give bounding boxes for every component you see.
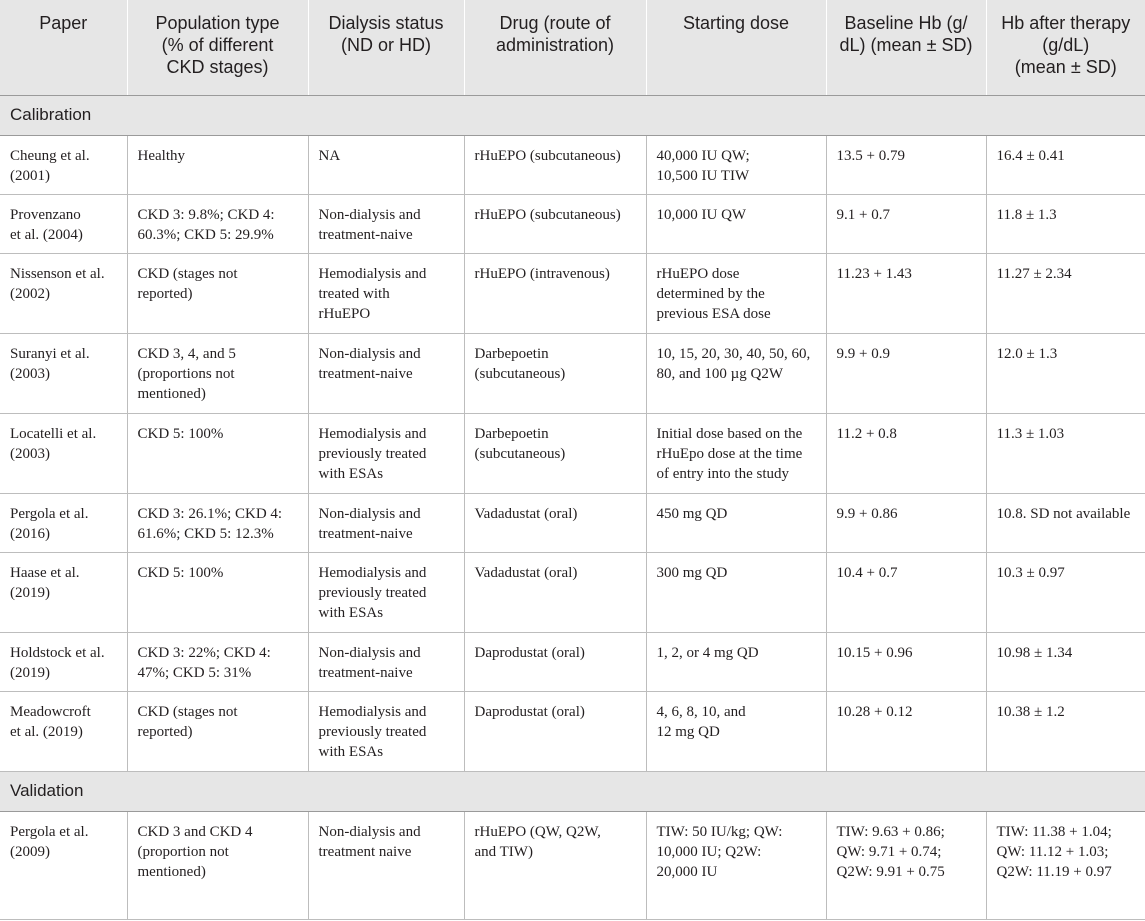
cell-population-type: CKD 3: 26.1%; CKD 4: 61.6%; CKD 5: 12.3% bbox=[127, 493, 308, 552]
header-starting-dose: Starting dose bbox=[646, 0, 826, 95]
cell-drug: rHuEPO (QW, Q2W, and TIW) bbox=[464, 811, 646, 919]
cell-starting-dose: Initial dose based on the rHuEpo dose at the time of entry into the study bbox=[646, 413, 826, 493]
cell-population-type: CKD (stages not reported) bbox=[127, 253, 308, 333]
cell-hb-after-therapy: 10.8. SD not available bbox=[986, 493, 1145, 552]
cell-population-type: CKD 5: 100% bbox=[127, 413, 308, 493]
cell-baseline-hb: 10.4 + 0.7 bbox=[826, 552, 986, 632]
table-row bbox=[0, 811, 1145, 919]
header-row bbox=[0, 0, 1145, 95]
cell-starting-dose: 10,000 IU QW bbox=[646, 194, 826, 253]
cell-dialysis-status: Hemodialysis and treated with rHuEPO bbox=[308, 253, 464, 333]
cell-hb-after-therapy: 12.0 ± 1.3 bbox=[986, 333, 1145, 413]
cell-dialysis-status: Non-dialysis and treatment-naive bbox=[308, 194, 464, 253]
cell-drug: rHuEPO (subcutaneous) bbox=[464, 135, 646, 194]
cell-paper: Provenzano et al. (2004) bbox=[0, 194, 127, 253]
cell-hb-after-therapy: TIW: 11.38 + 1.04; QW: 11.12 + 1.03; Q2W: 11.19 + 0.97 bbox=[986, 811, 1145, 919]
table-row bbox=[0, 413, 1145, 493]
header-hb-after-therapy: Hb after therapy (g/dL) (mean ± SD) bbox=[986, 0, 1145, 95]
cell-drug: Darbepoetin (subcutaneous) bbox=[464, 413, 646, 493]
table-row bbox=[0, 493, 1145, 552]
cell-hb-after-therapy: 11.3 ± 1.03 bbox=[986, 413, 1145, 493]
cell-starting-dose: 40,000 IU QW; 10,500 IU TIW bbox=[646, 135, 826, 194]
cell-dialysis-status: Non-dialysis and treatment-naive bbox=[308, 632, 464, 691]
header-population-type: Population type (% of different CKD stages) bbox=[127, 0, 308, 95]
cell-dialysis-status: Non-dialysis and treatment naive bbox=[308, 811, 464, 919]
cell-paper: Meadowcroft et al. (2019) bbox=[0, 691, 127, 771]
cell-population-type: CKD 3: 22%; CKD 4: 47%; CKD 5: 31% bbox=[127, 632, 308, 691]
cell-drug: Daprodustat (oral) bbox=[464, 691, 646, 771]
cell-dialysis-status: Hemodialysis and previously treated with ESAs bbox=[308, 552, 464, 632]
cell-baseline-hb: TIW: 9.63 + 0.86; QW: 9.71 + 0.74; Q2W: 9.91 + 0.75 bbox=[826, 811, 986, 919]
section-row-calibration bbox=[0, 95, 1145, 135]
table-row bbox=[0, 632, 1145, 691]
cell-starting-dose: rHuEPO dose determined by the previous ESA dose bbox=[646, 253, 826, 333]
cell-drug: Vadadustat (oral) bbox=[464, 552, 646, 632]
cell-baseline-hb: 13.5 + 0.79 bbox=[826, 135, 986, 194]
table-row bbox=[0, 253, 1145, 333]
cell-paper: Suranyi et al. (2003) bbox=[0, 333, 127, 413]
cell-paper: Nissenson et al. (2002) bbox=[0, 253, 127, 333]
cell-starting-dose: 4, 6, 8, 10, and 12 mg QD bbox=[646, 691, 826, 771]
cell-hb-after-therapy: 10.98 ± 1.34 bbox=[986, 632, 1145, 691]
cell-baseline-hb: 10.15 + 0.96 bbox=[826, 632, 986, 691]
cell-population-type: CKD 3 and CKD 4 (proportion not mentioned) bbox=[127, 811, 308, 919]
cell-paper: Holdstock et al. (2019) bbox=[0, 632, 127, 691]
cell-dialysis-status: Non-dialysis and treatment-naive bbox=[308, 333, 464, 413]
cell-starting-dose: TIW: 50 IU/kg; QW: 10,000 IU; Q2W: 20,000 IU bbox=[646, 811, 826, 919]
table-row bbox=[0, 135, 1145, 194]
header-drug: Drug (route of administration) bbox=[464, 0, 646, 95]
cell-baseline-hb: 11.2 + 0.8 bbox=[826, 413, 986, 493]
cell-baseline-hb: 11.23 + 1.43 bbox=[826, 253, 986, 333]
cell-population-type: CKD 3: 9.8%; CKD 4: 60.3%; CKD 5: 29.9% bbox=[127, 194, 308, 253]
cell-drug: rHuEPO (intravenous) bbox=[464, 253, 646, 333]
cell-population-type: Healthy bbox=[127, 135, 308, 194]
cell-paper: Pergola et al. (2009) bbox=[0, 811, 127, 919]
table-row bbox=[0, 333, 1145, 413]
table-header bbox=[0, 0, 1145, 95]
cell-paper: Pergola et al. (2016) bbox=[0, 493, 127, 552]
cell-starting-dose: 300 mg QD bbox=[646, 552, 826, 632]
cell-starting-dose: 10, 15, 20, 30, 40, 50, 60, 80, and 100 µg Q2W bbox=[646, 333, 826, 413]
cell-starting-dose: 1, 2, or 4 mg QD bbox=[646, 632, 826, 691]
cell-population-type: CKD 3, 4, and 5 (proportions not mentioned) bbox=[127, 333, 308, 413]
cell-starting-dose: 450 mg QD bbox=[646, 493, 826, 552]
table-row bbox=[0, 552, 1145, 632]
header-baseline-hb: Baseline Hb (g/ dL) (mean ± SD) bbox=[826, 0, 986, 95]
cell-baseline-hb: 10.28 + 0.12 bbox=[826, 691, 986, 771]
header-dialysis-status: Dialysis status (ND or HD) bbox=[308, 0, 464, 95]
cell-hb-after-therapy: 11.8 ± 1.3 bbox=[986, 194, 1145, 253]
cell-dialysis-status: Hemodialysis and previously treated with ESAs bbox=[308, 413, 464, 493]
cell-dialysis-status: Hemodialysis and previously treated with ESAs bbox=[308, 691, 464, 771]
table-row bbox=[0, 194, 1145, 253]
cell-baseline-hb: 9.1 + 0.7 bbox=[826, 194, 986, 253]
cell-hb-after-therapy: 10.38 ± 1.2 bbox=[986, 691, 1145, 771]
cell-population-type: CKD 5: 100% bbox=[127, 552, 308, 632]
table-row bbox=[0, 691, 1145, 771]
section-label: Validation bbox=[0, 771, 1145, 811]
cell-population-type: CKD (stages not reported) bbox=[127, 691, 308, 771]
section-label: Calibration bbox=[0, 95, 1145, 135]
cell-paper: Cheung et al. (2001) bbox=[0, 135, 127, 194]
section-row-validation bbox=[0, 771, 1145, 811]
cell-drug: Vadadustat (oral) bbox=[464, 493, 646, 552]
cell-baseline-hb: 9.9 + 0.9 bbox=[826, 333, 986, 413]
cell-dialysis-status: Non-dialysis and treatment-naive bbox=[308, 493, 464, 552]
table-body bbox=[0, 95, 1145, 919]
cell-drug: rHuEPO (subcutaneous) bbox=[464, 194, 646, 253]
cell-dialysis-status: NA bbox=[308, 135, 464, 194]
cell-paper: Haase et al. (2019) bbox=[0, 552, 127, 632]
cell-drug: Darbepoetin (subcutaneous) bbox=[464, 333, 646, 413]
cell-drug: Daprodustat (oral) bbox=[464, 632, 646, 691]
cell-hb-after-therapy: 10.3 ± 0.97 bbox=[986, 552, 1145, 632]
cell-hb-after-therapy: 11.27 ± 2.34 bbox=[986, 253, 1145, 333]
cell-paper: Locatelli et al. (2003) bbox=[0, 413, 127, 493]
cell-baseline-hb: 9.9 + 0.86 bbox=[826, 493, 986, 552]
header-paper: Paper bbox=[0, 0, 127, 95]
cell-hb-after-therapy: 16.4 ± 0.41 bbox=[986, 135, 1145, 194]
